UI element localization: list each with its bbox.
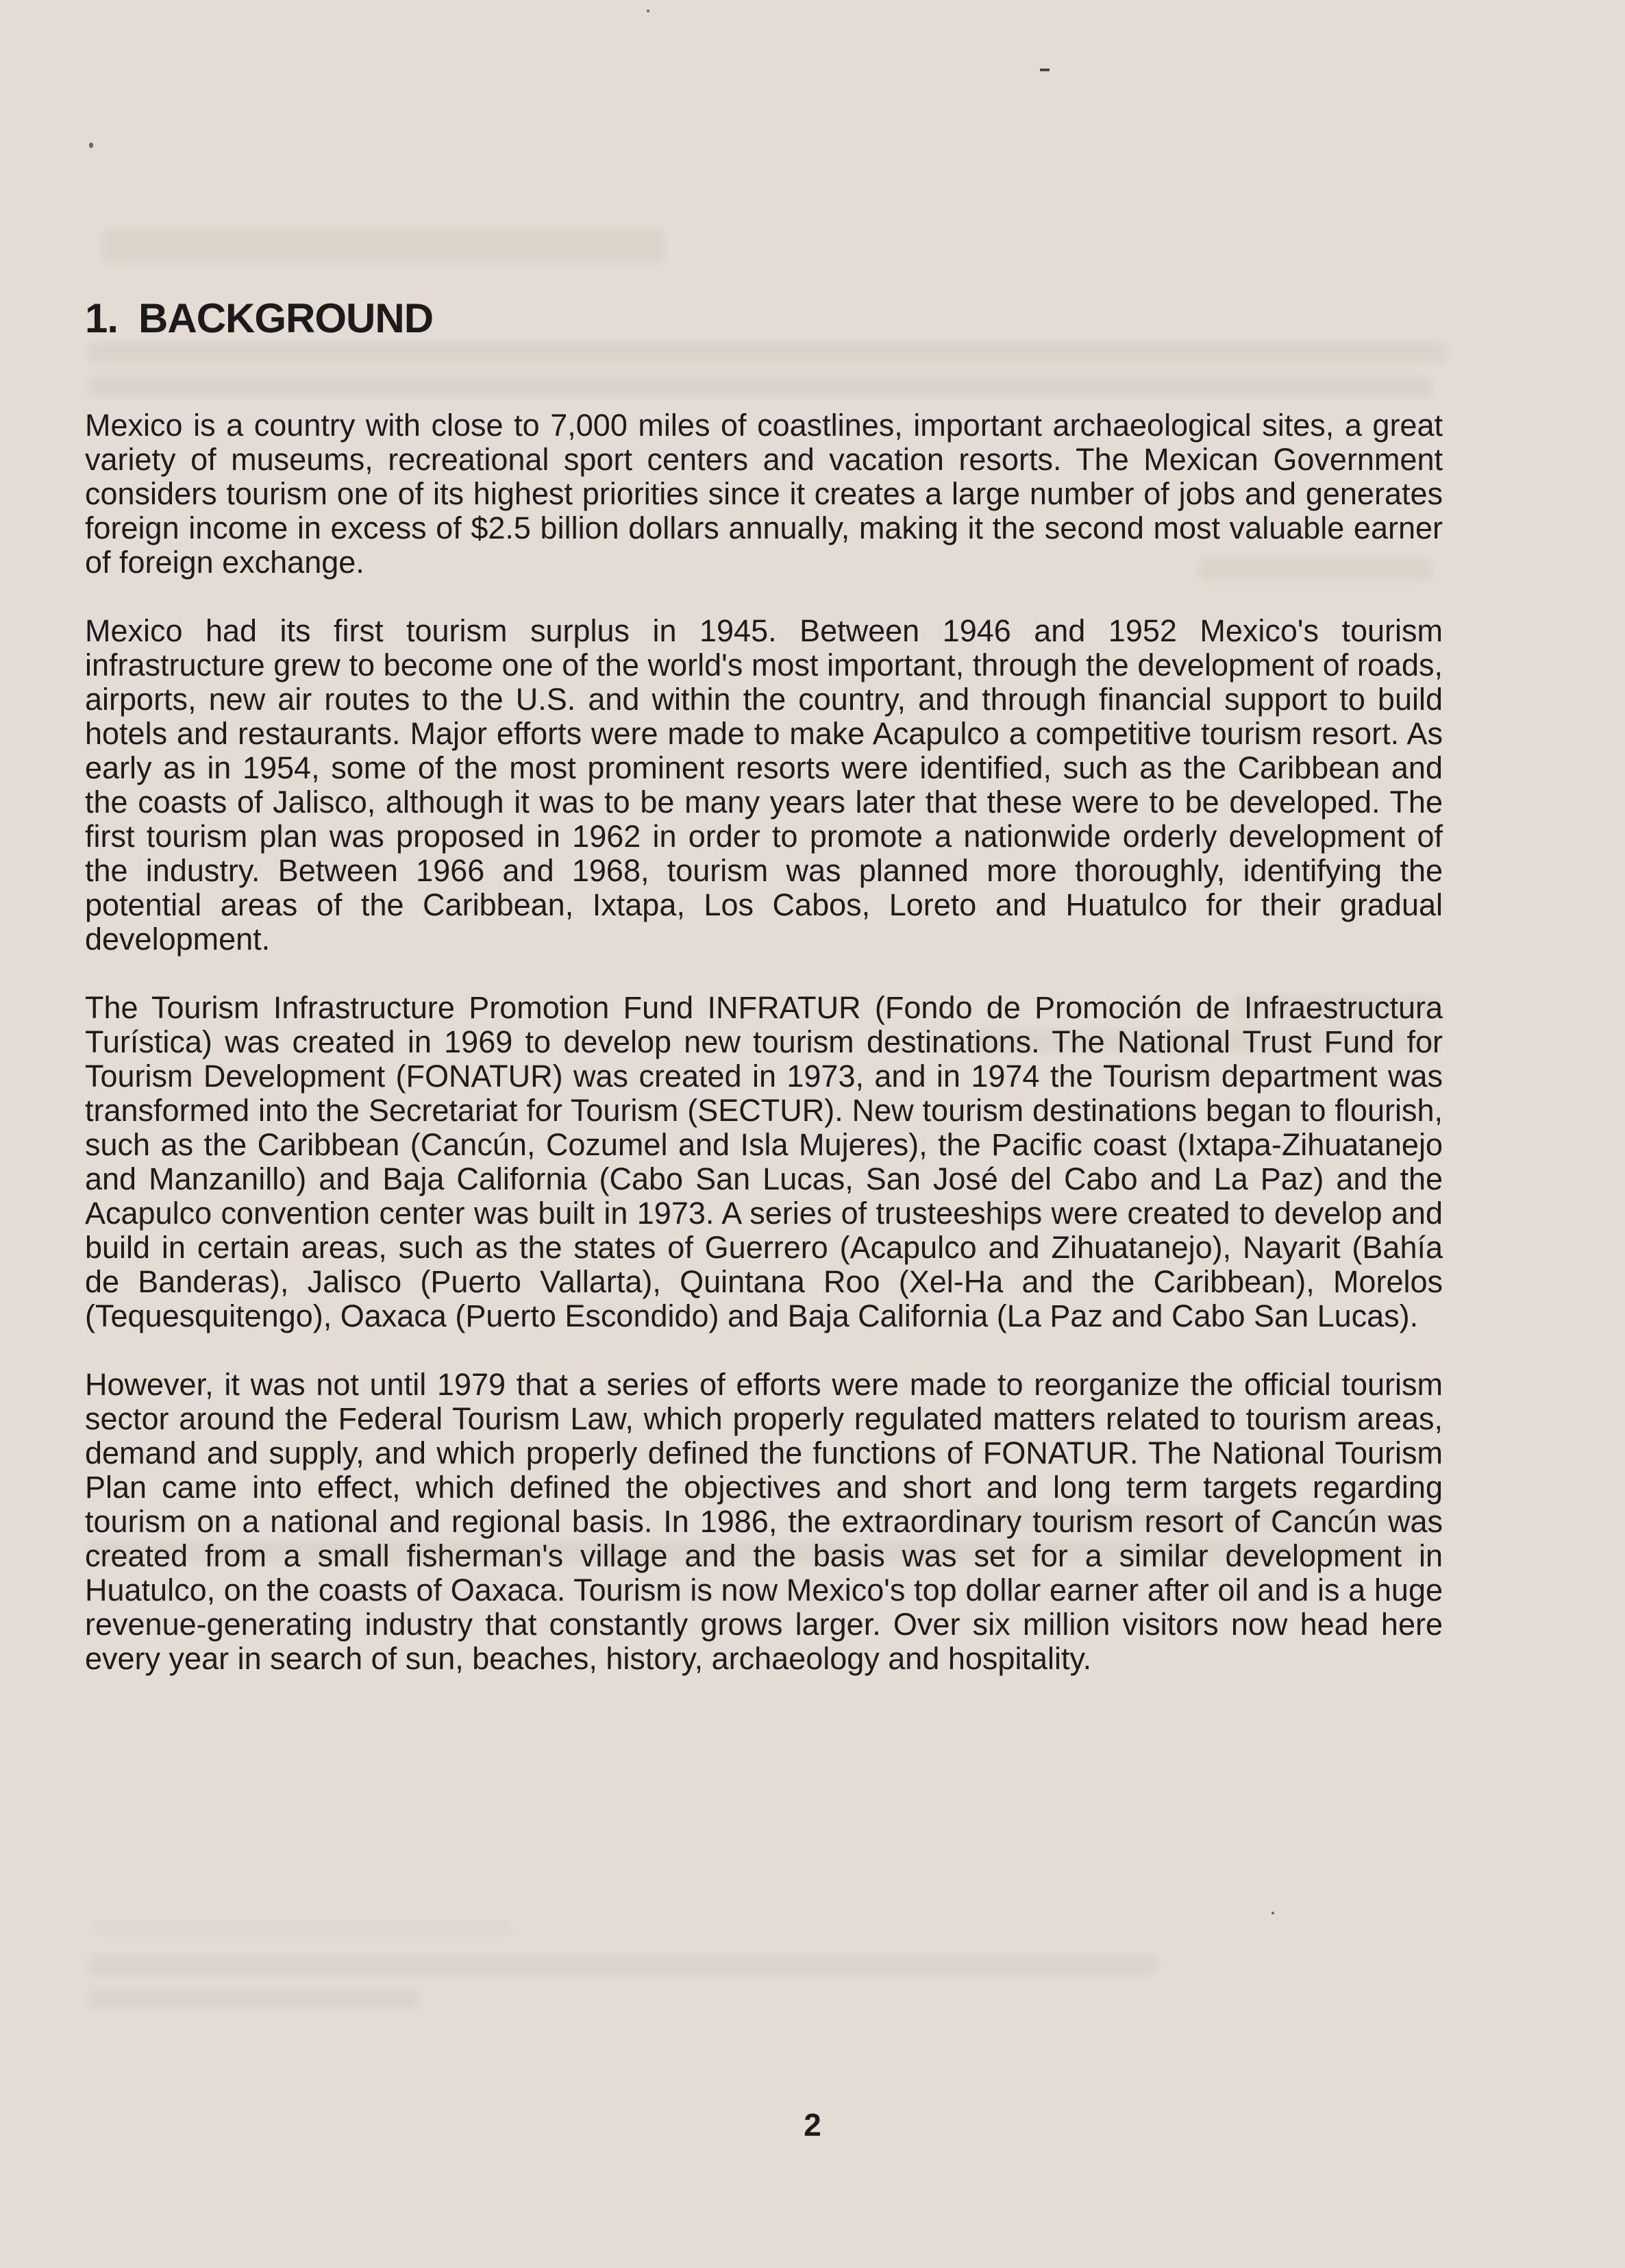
section-title: BACKGROUND bbox=[138, 295, 434, 341]
paragraph: The Tourism Infrastructure Promotion Fund INFRATUR (Fondo de Promoción de Infraestructura Turística) was created in 1969 to develop new tourism destinations. The National Trust Fund for Tourism Development (FONATUR) was created in 1973, and in 1974 the Tourism department was transformed into the Secretariat for Tourism (SECTUR). New tourism destinations began to flourish, such as the Caribbean (Cancún, Cozumel and Isla Mujeres), the Pacific coast (Ixtapa-Zihuatanejo and Manzanillo) and Baja California (Cabo San Lucas, San José del Cabo and La Paz) and the Acapulco convention center was built in 1973. A series of trusteeships were created to develop and build in certain areas, such as the states of Guerrero (Acapulco and Zihuatanejo), Nayarit (Bahía de Banderas), Jalisco (Puerto Vallarta), Quintana Roo (Xel-Ha and the Caribbean), Morelos (Tequesquitengo), Oaxaca (Puerto Escondido) and Baja California (La Paz and Cabo San Lucas). bbox=[85, 990, 1443, 1333]
bleed-through-mark bbox=[89, 377, 1432, 397]
paragraph: Mexico is a country with close to 7,000 miles of coastlines, important archaeological sites, a great variety of museums, recreational sport centers and vacation resorts. The Mexican Government considers tourism one of its highest priorities since it creates a large number of jobs and generates foreign income in excess of $2.5 billion dollars annually, making it the second most valuable earner of foreign exchange. bbox=[85, 408, 1443, 580]
bleed-through-mark bbox=[89, 1956, 1158, 1974]
paragraph: Mexico had its first tourism surplus in 1945. Between 1946 and 1952 Mexico's tourism infrastructure grew to become one of the world's most important, through the development of roads, airports, new air routes to the U.S. and within the country, and through financial support to build hotels and restaurants. Major efforts were made to make Acapulco a competitive tourism resort. As early as in 1954, some of the most prominent resorts were identified, such as the Caribbean and the coasts of Jalisco, although it was to be many years later that these were to be developed. The first tourism plan was proposed in 1962 in order to promote a nationwide orderly development of the industry. Between 1966 and 1968, tourism was planned more thoroughly, identifying the potential areas of the Caribbean, Ixtapa, Los Cabos, Loreto and Huatulco for their gradual development. bbox=[85, 613, 1443, 957]
section-heading bbox=[85, 295, 433, 342]
scan-mark bbox=[1040, 69, 1050, 71]
body-text bbox=[85, 408, 1443, 1710]
bleed-through-mark bbox=[89, 1925, 514, 1930]
bleed-through-mark bbox=[89, 1990, 418, 2008]
section-number: 1. bbox=[85, 295, 119, 341]
bleed-through-mark bbox=[103, 230, 665, 262]
scan-speck bbox=[647, 10, 649, 12]
scan-speck bbox=[89, 143, 93, 148]
paragraph: However, it was not until 1979 that a series of efforts were made to reorganize the official tourism sector around the Federal Tourism Law, which properly regulated matters related to tourism areas, demand and supply, and which properly defined the functions of FONATUR. The National Tourism Plan came into effect, which defined the objectives and short and long term targets regarding tourism on a national and regional basis. In 1986, the extraordinary tourism resort of Cancún was created from a small fisherman's village and the basis was set for a similar development in Huatulco, on the coasts of Oaxaca. Tourism is now Mexico's top dollar earner after oil and is a huge revenue-generating industry that constantly grows larger. Over six million visitors now head here every year in search of sun, beaches, history, archaeology and hospitality. bbox=[85, 1367, 1443, 1676]
page-number: 2 bbox=[804, 2107, 821, 2143]
scan-speck bbox=[1272, 1912, 1274, 1914]
bleed-through-mark bbox=[89, 343, 1446, 363]
